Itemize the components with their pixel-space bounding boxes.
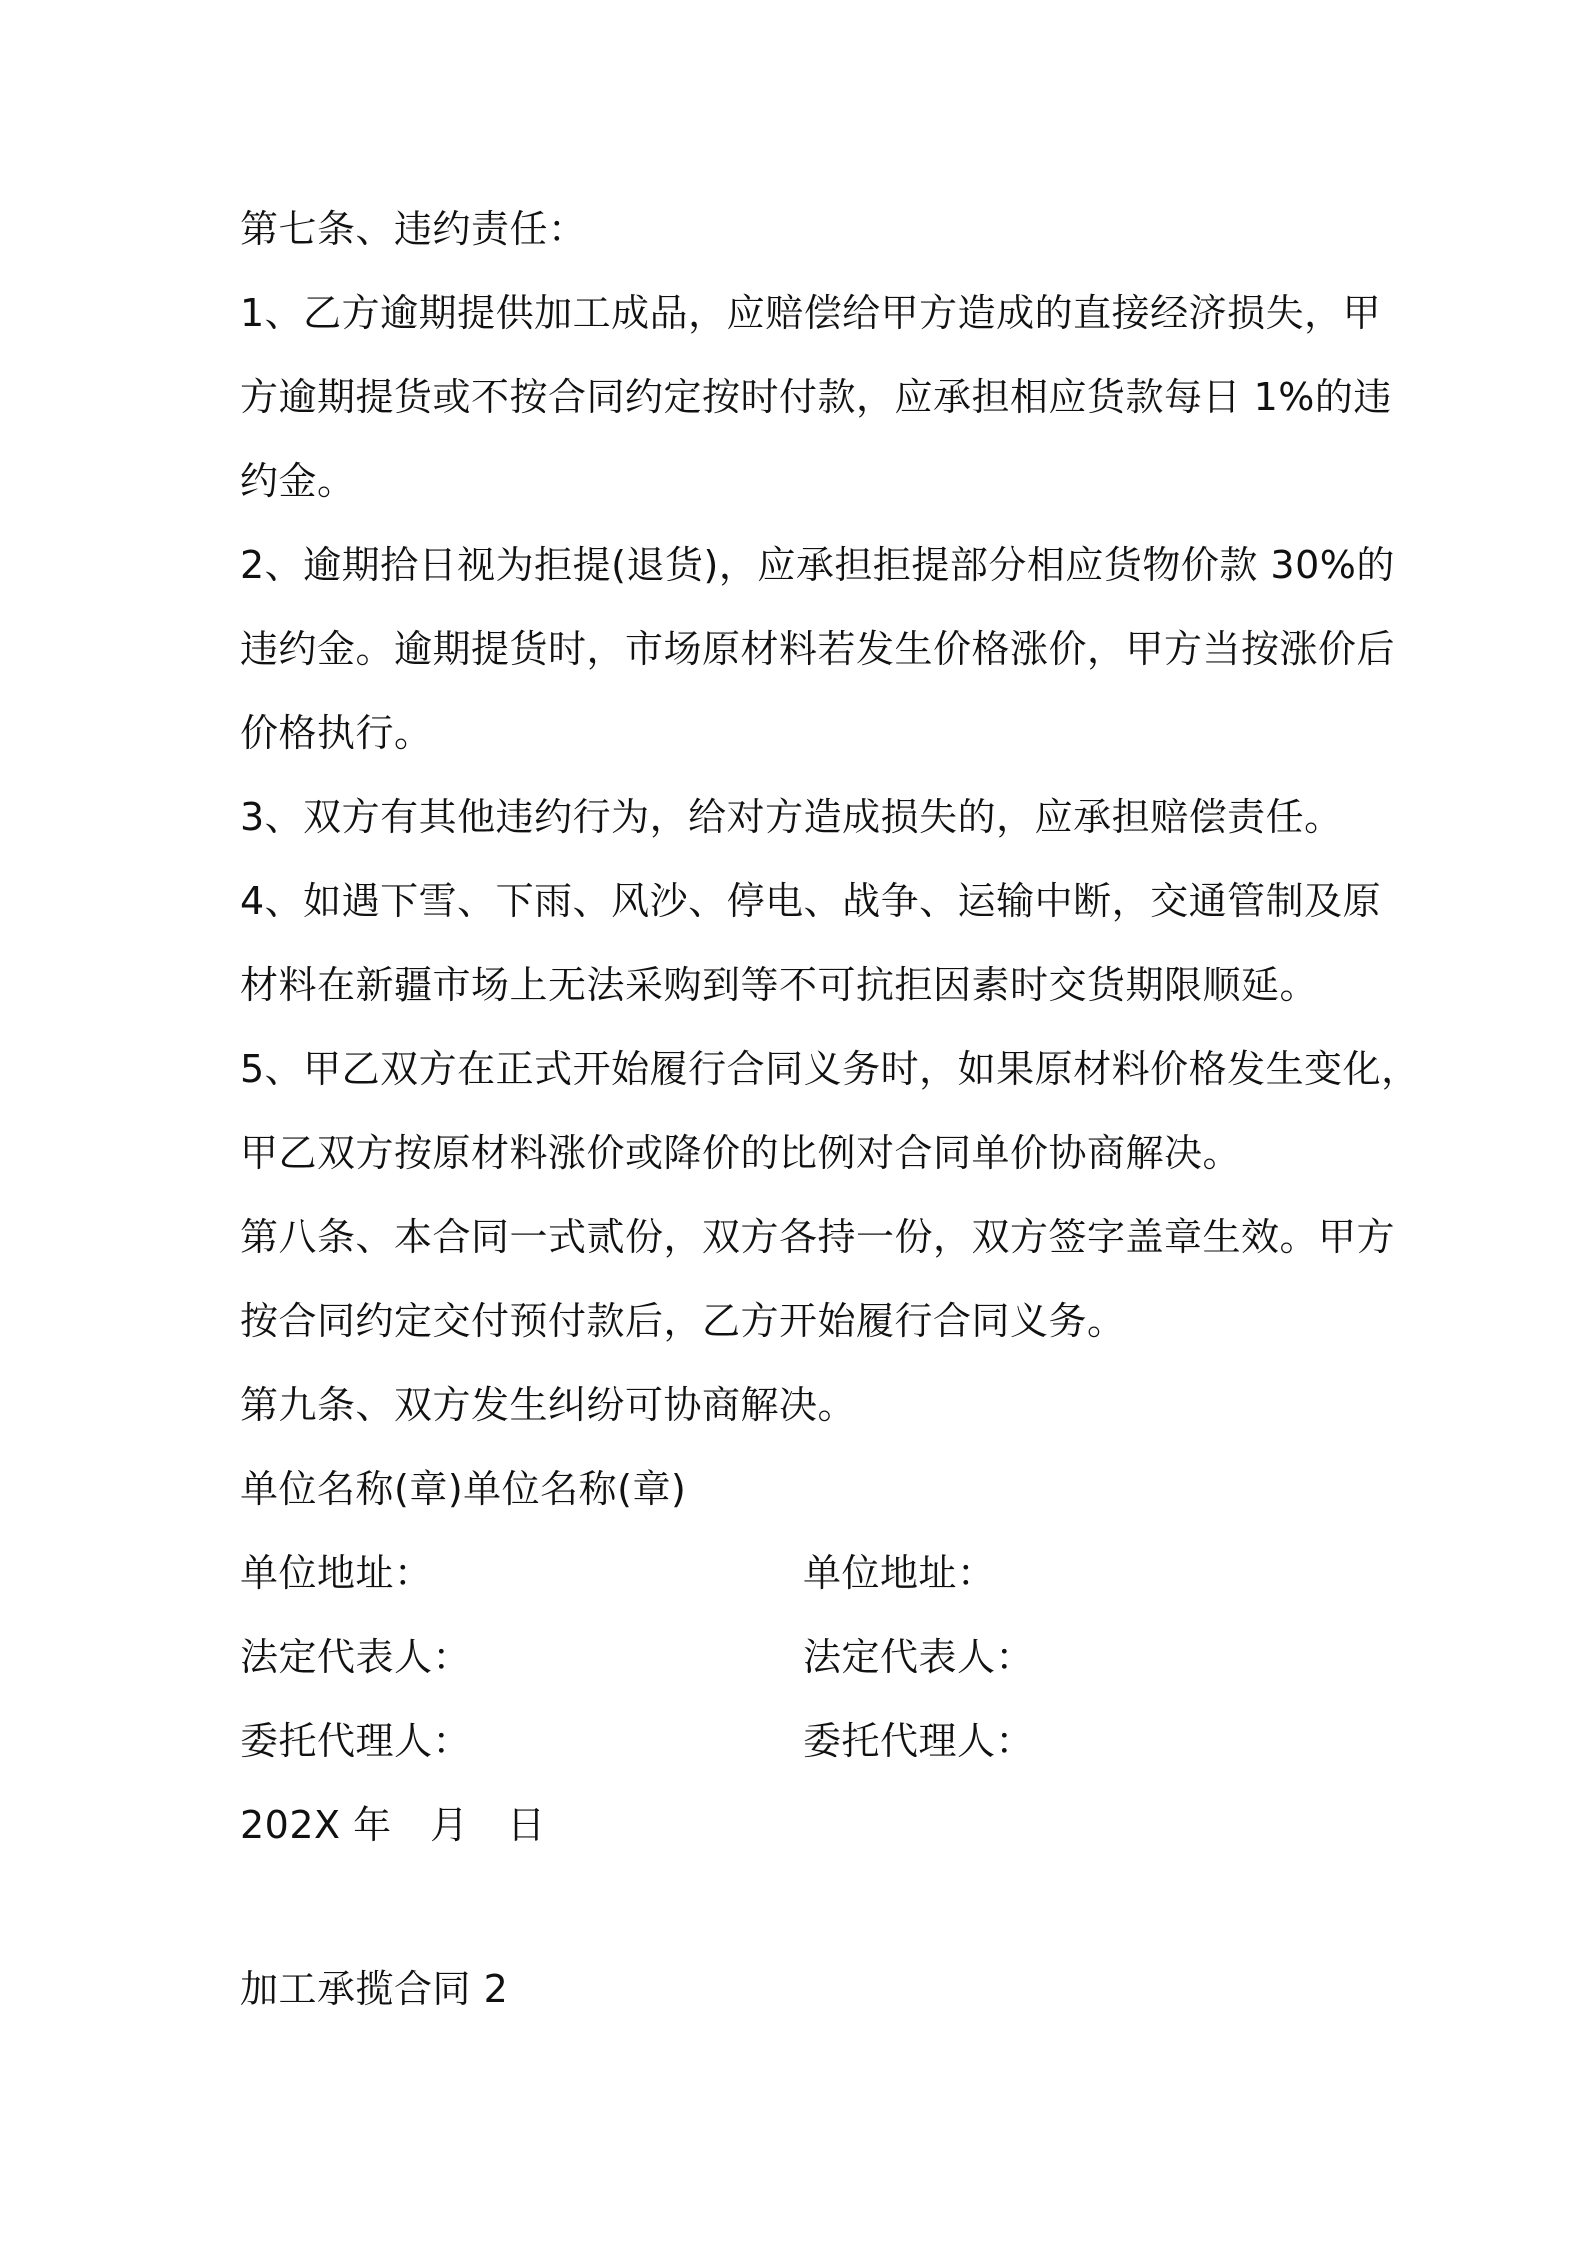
agent-left: 委托代理人： [240, 1719, 472, 1763]
article-8-line-1: 第八条、本合同一式贰份，双方各持一份，双方签字盖章生效。甲方 [240, 1215, 1396, 1259]
article-9: 第九条、双方发生纠纷可协商解决。 [240, 1383, 857, 1427]
article-7-heading: 第七条、违约责任： [240, 207, 587, 251]
clause-4-line-1: 4、如遇下雪、下雨、风沙、停电、战争、运输中断，交通管制及原 [240, 879, 1382, 923]
unit-name-line: 单位名称(章)单位名称(章) [240, 1467, 687, 1511]
clause-5-line-1: 5、甲乙双方在正式开始履行合同义务时，如果原材料价格发生变化， [240, 1047, 1420, 1091]
clause-1-line-3: 约金。 [240, 459, 356, 503]
clause-2-line-2: 违约金。逾期提货时，市场原材料若发生价格涨价，甲方当按涨价后 [240, 627, 1396, 671]
address-left: 单位地址： [240, 1551, 433, 1595]
article-8-line-2: 按合同约定交付预付款后，乙方开始履行合同义务。 [240, 1299, 1126, 1343]
clause-1-line-1: 1、乙方逾期提供加工成品，应赔偿给甲方造成的直接经济损失，甲 [240, 291, 1382, 335]
clause-5-line-2: 甲乙双方按原材料涨价或降价的比例对合同单价协商解决。 [240, 1131, 1242, 1175]
date-line: 202X 年 月 日 [240, 1803, 546, 1847]
agent-right: 委托代理人： [803, 1719, 1035, 1763]
legal-rep-left: 法定代表人： [240, 1635, 472, 1679]
clause-2-line-3: 价格执行。 [240, 711, 433, 755]
clause-2-line-1: 2、逾期拾日视为拒提(退货)，应承担拒提部分相应货物价款 30%的 [240, 543, 1395, 587]
next-contract-title: 加工承揽合同 2 [240, 1967, 509, 2011]
legal-rep-right: 法定代表人： [803, 1635, 1035, 1679]
clause-4-line-2: 材料在新疆市场上无法采购到等不可抗拒因素时交货期限顺延。 [240, 963, 1319, 1007]
clause-1-line-2: 方逾期提货或不按合同约定按时付款，应承担相应货款每日 1%的违 [240, 375, 1392, 419]
address-right: 单位地址： [803, 1551, 996, 1595]
clause-3: 3、双方有其他违约行为，给对方造成损失的，应承担赔偿责任。 [240, 795, 1343, 839]
